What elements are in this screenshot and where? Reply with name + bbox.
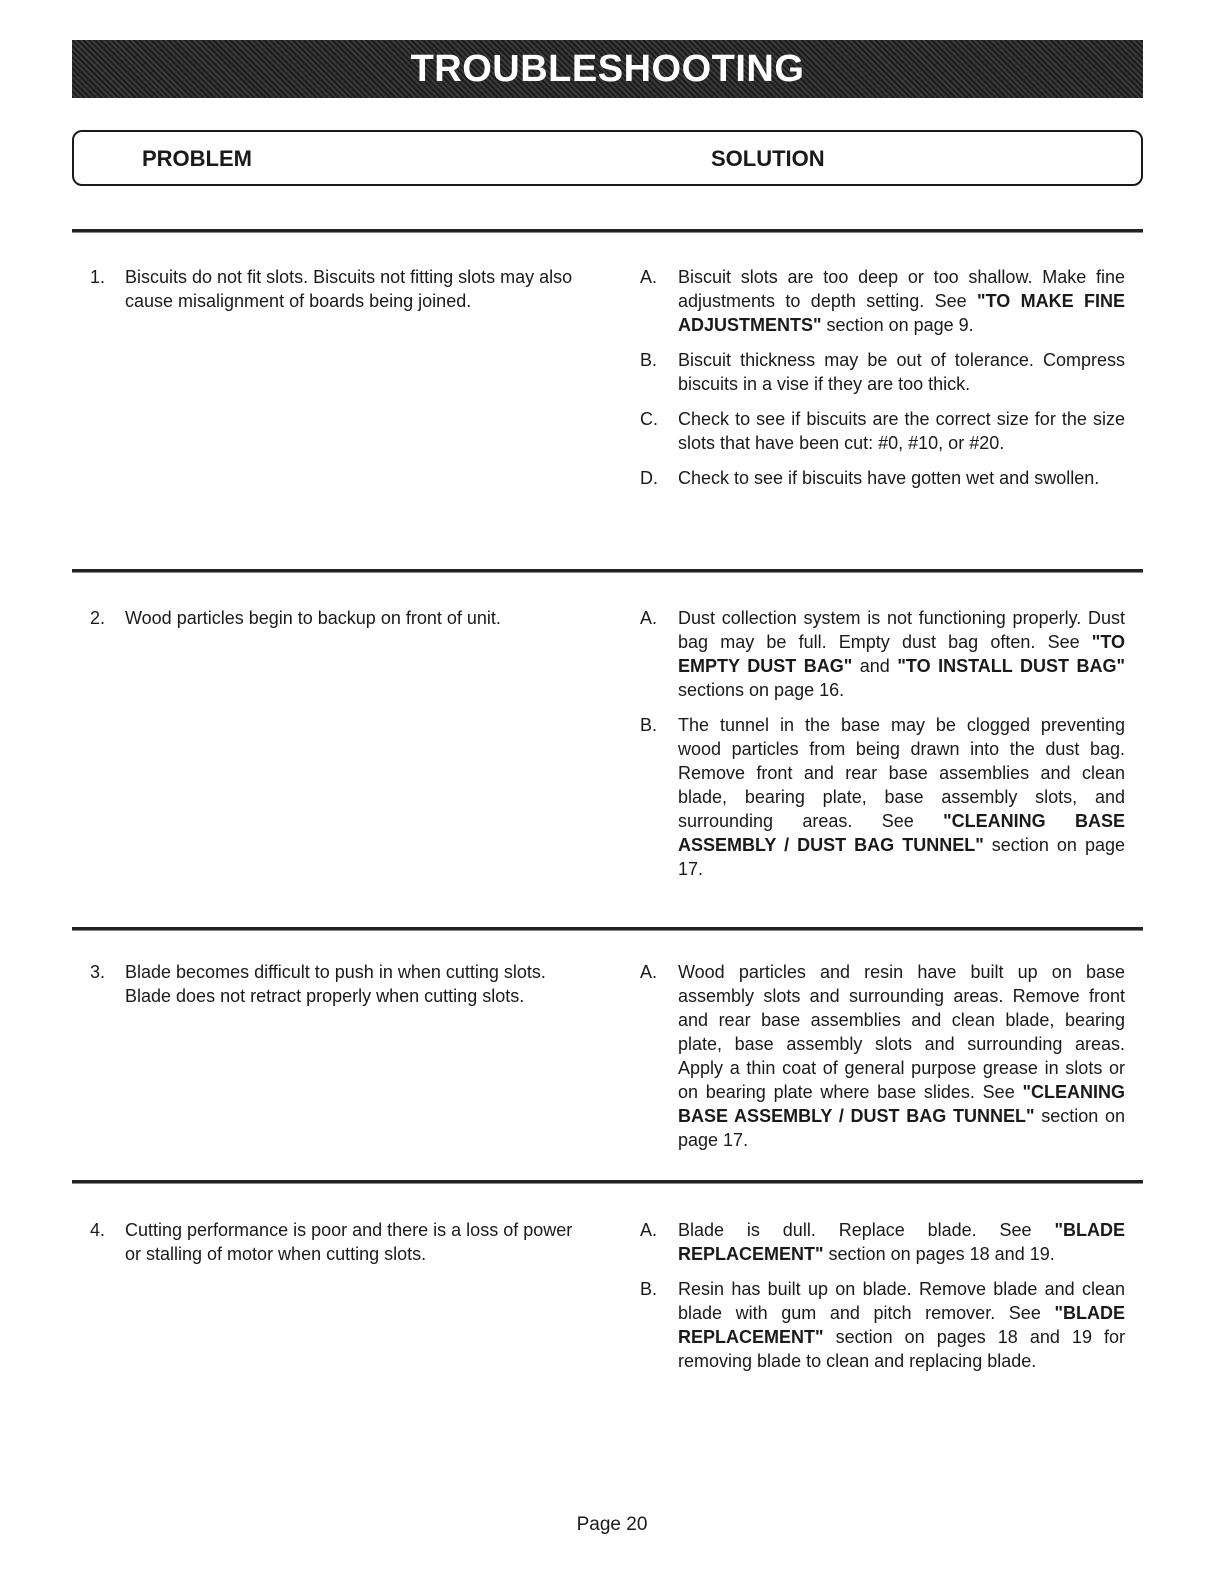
title-banner [72,40,1143,98]
text-segment: section on pages 18 and 19 for removing blade to clean and replacing blade. [678,1327,1125,1371]
text-segment: section on page 17. [678,1106,1125,1150]
problem-number: 2. [90,608,106,628]
solution-letter: B. [640,350,658,370]
solution-letter: A. [640,267,658,287]
text-segment: section on pages 18 and 19. [823,1244,1055,1264]
text-segment: Check to see if biscuits are the correct size for the size slots that have been cut: #0, #10, or #20. [678,409,1125,453]
solution-item [640,407,1125,455]
text-segment: Dust collection system is not functioning properly. Dust bag may be full. Empty dust bag often. See [678,608,1125,652]
problem-column-header: PROBLEM [142,146,252,171]
solution-text [678,348,1125,396]
text-segment: Biscuit slots are too deep or too shallow. Make fine adjustments to depth setting. See [678,267,1125,311]
problem-text: Blade becomes difficult to push in when cutting slots. Blade does not retract properly when cutting slots. [125,962,546,1006]
text-segment: Resin has built up on blade. Remove blade and clean blade with gum and pitch remover. See [678,1279,1125,1323]
solution-text [678,713,1125,881]
problem-number: 3. [90,962,106,982]
section-divider [72,229,1143,233]
solution-letter: D. [640,468,658,488]
text-segment: and [852,656,898,676]
problem-number: 4. [90,1220,106,1240]
solution-item [640,1218,1125,1266]
text-segment: Blade is dull. Replace blade. See [678,1220,1055,1240]
solution-text [678,1277,1125,1373]
text-segment: section on page 17. [678,835,1125,879]
solution-text [678,606,1125,702]
solution-letter: C. [640,409,658,429]
text-segment: section on page 9. [821,315,974,335]
problem-cell [90,1218,580,1266]
solution-column-header: SOLUTION [711,146,825,171]
solution-letter: A. [640,608,658,628]
solution-letter: A. [640,1220,658,1240]
solution-item [640,265,1125,337]
solution-text [678,1218,1125,1266]
text-segment: sections on page 16. [678,680,845,700]
solution-text [678,466,1125,490]
solution-item [640,960,1125,1152]
section-divider [72,569,1143,573]
bold-reference: "TO MAKE FINE ADJUSTMENTS" [678,291,1125,335]
problem-number: 1. [90,267,106,287]
problem-text: Cutting performance is poor and there is a loss of power or stalling of motor when cutting slots. [125,1220,573,1264]
page-title: TROUBLESHOOTING [410,47,805,90]
solution-item [640,348,1125,396]
section-divider [72,927,1143,931]
bold-reference: "TO INSTALL DUST BAG" [897,656,1125,676]
bold-reference: "TO EMPTY DUST BAG" [678,632,1125,676]
text-segment: Biscuit thickness may be out of tolerance. Compress biscuits in a vise if they are too thick. [678,350,1125,394]
solution-text [678,265,1125,337]
solution-list [640,1218,1125,1384]
solution-list [640,960,1125,1163]
text-segment: Wood particles and resin have built up on base assembly slots and surrounding areas. Remove front and rear base assemblies and clean blade, bearing plate, base assembly slots and surrounding areas. Apply a thin coat of general purpose grease in slots or on bearing plate where base slides. See [678,962,1125,1102]
problem-cell [90,960,580,1008]
section-divider [72,1180,1143,1184]
bold-reference: "BLADE REPLACEMENT" [678,1220,1125,1264]
solution-list [640,606,1125,892]
problem-text: Wood particles begin to backup on front of unit. [125,608,501,628]
bold-reference: "CLEANING BASE ASSEMBLY / DUST BAG TUNNEL" [678,1082,1125,1126]
solution-item [640,713,1125,881]
problem-cell [90,265,580,313]
column-header-box [72,130,1143,186]
text-segment: Check to see if biscuits have gotten wet and swollen. [678,468,1100,488]
solution-text [678,960,1125,1152]
solution-item [640,466,1125,490]
solution-item [640,606,1125,702]
solution-text [678,407,1125,455]
problem-text: Biscuits do not fit slots. Biscuits not fitting slots may also cause misalignment of boards being joined. [125,267,573,311]
solution-list [640,265,1125,501]
bold-reference: "BLADE REPLACEMENT" [678,1303,1125,1347]
solution-item [640,1277,1125,1373]
page-number: Page 20 [576,1514,648,1535]
problem-cell [90,606,580,630]
solution-letter: B. [640,715,658,735]
solution-letter: A. [640,962,658,982]
solution-letter: B. [640,1279,658,1299]
bold-reference: "CLEANING BASE ASSEMBLY / DUST BAG TUNNEL" [678,811,1126,855]
text-segment: The tunnel in the base may be clogged preventing wood particles from being drawn into the dust bag. Remove front and rear base assemblies and clean blade, bearing plate, base assembly slots, and surrounding areas. See [678,715,1125,831]
